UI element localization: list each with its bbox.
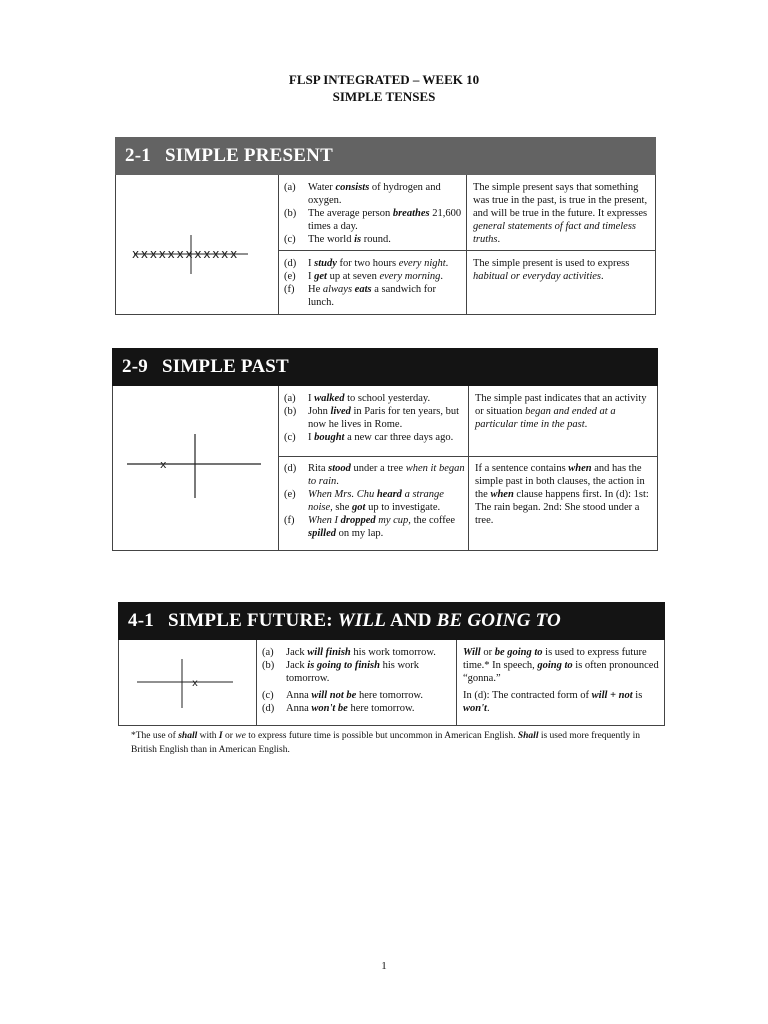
section-heading: [115, 137, 656, 175]
section-simple-present: [115, 137, 656, 315]
examples-d-f: (d) I study for two hours every night. (e) I get up at seven every morning. (f) He always eats a sandwich for lunch.: [284, 258, 449, 308]
explanation-1: The simple past indicates that an activity or situation began and ended at a particular time in the past.: [475, 393, 647, 430]
section-heading: [112, 348, 658, 386]
section-title: SIMPLE PAST: [161, 356, 289, 377]
section-title: SIMPLE PRESENT: [164, 145, 333, 166]
explanation-2: If a sentence contains when and has the simple past in both clauses, the action in the when clause happens first. In (d): 1st: The rain began. 2nd: She stood under a tree.: [475, 463, 649, 526]
explanation-2: The simple present is used to express habitual or everyday activities.: [473, 258, 630, 282]
section-simple-future: [118, 602, 665, 726]
examples-a-c: (a) Water consists of hydrogen and oxygen. (b) The average person breathes 21,600 times a day. (c) The world is round.: [284, 182, 462, 245]
page-subtitle: SIMPLE TENSES: [332, 89, 436, 104]
section-title: SIMPLE FUTURE:: [167, 610, 338, 631]
grammar-table: [115, 175, 656, 315]
timeline-diagram: [113, 386, 278, 551]
grammar-table: [118, 640, 665, 726]
page-title: FLSP INTEGRATED – WEEK 10: [288, 72, 480, 87]
explanation: Will or be going to is used to express future time.* In speech, going to is often pronounced “gonna.” In (d): The contracted form of will + not is won't.: [463, 647, 659, 714]
timeline-diagram: [116, 175, 278, 315]
section-number: 2-9: [122, 356, 148, 377]
section-heading: 4-1 SIMPLE FUTURE: WILL AND BE GOING TO: [118, 602, 665, 640]
grammar-table: [112, 386, 658, 551]
timeline-diagram: [119, 640, 256, 726]
examples-d-f: (d) Rita stood under a tree when it began to rain. (e) When Mrs. Chu heard a strange noise, she got up to investigate. (f) When I dropped my cup, the coffee spilled on my lap.: [284, 463, 465, 539]
section-number: 4-1: [128, 610, 154, 631]
section-simple-past: [112, 348, 658, 551]
svg-text:x: x: [192, 678, 198, 689]
examples-a-d: (a) Jack will finish his work tomorrow. (b) Jack is going to finish his work tomorrow. (c) Anna will not be here tomorrow. (d) Anna won't be here tomorrow.: [262, 647, 436, 714]
svg-text:x: x: [160, 458, 167, 471]
page-number: 1: [381, 960, 387, 972]
explanation-1: The simple present says that something was true in the past, is true in the present, and will be true in the future. It expresses general statements of fact and timeless truths.: [473, 182, 648, 245]
examples-a-c: (a) I walked to school yesterday. (b) John lived in Paris for ten years, but now he lives in Rome. (c) I bought a new car three days ago.: [284, 393, 460, 443]
section-number: 2-1: [125, 145, 151, 166]
svg-text:x x x x x x x x x x x x: x x x x x x x x x x x x: [132, 247, 237, 261]
footnote: *The use of shall with I or we to express future time is possible but uncommon in American English. Shall is used more frequently in British English than in American English.: [131, 731, 641, 755]
